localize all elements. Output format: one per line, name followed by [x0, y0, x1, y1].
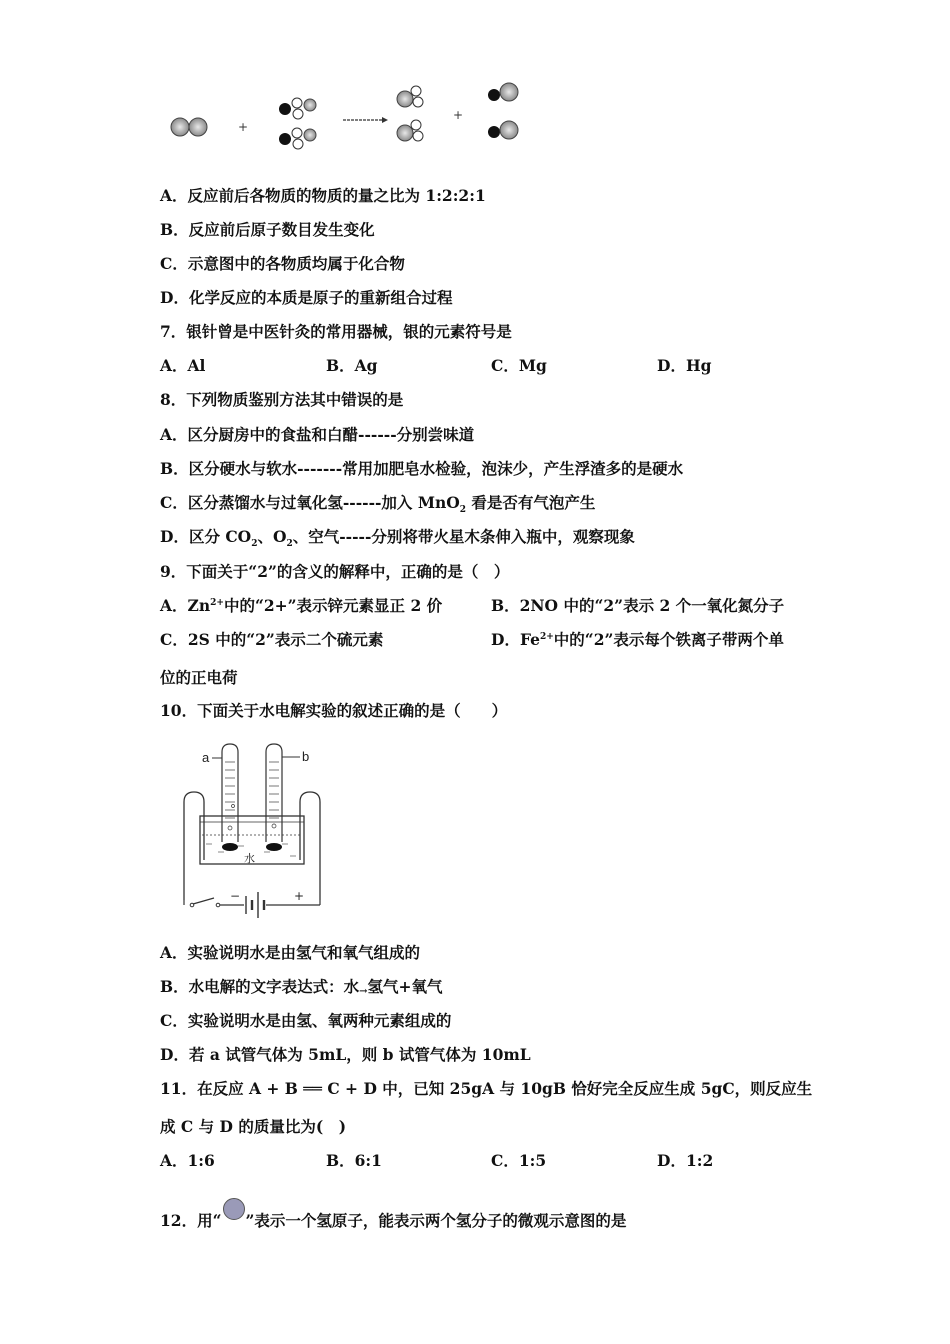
- q10-option-a[interactable]: A．实验说明水是由氢气和氧气组成的: [160, 943, 421, 962]
- q8-option-d[interactable]: [160, 527, 635, 550]
- q10-option-d[interactable]: D．若 a 试管气体为 5mL，则 b 试管气体为 10mL: [160, 1045, 531, 1064]
- q10-option-c[interactable]: C．实验说明水是由氢、氧两种元素组成的: [160, 1011, 452, 1030]
- q11-stem-line-1: 11．在反应 A + B ══ C + D 中，已知 25gA 与 10gB 恰好完全反应生成 5gC，则反应生: [160, 1079, 813, 1098]
- q9-option-d[interactable]: [491, 630, 784, 650]
- q9-option-a[interactable]: [160, 596, 442, 616]
- q8-option-d-text-3: 、空气-----分别将带火星木条伸入瓶中，观察现象: [292, 527, 635, 546]
- reaction-arrow: [343, 117, 388, 123]
- q8-option-d-text: D．区分 CO: [160, 527, 252, 546]
- plus-sign-2: +: [453, 108, 464, 122]
- q8-stem: 8．下列物质鉴别方法其中错误的是: [160, 390, 404, 409]
- q9-option-a-text: A．Zn: [160, 596, 211, 615]
- q6-option-c[interactable]: C．示意图中的各物质均属于化合物: [160, 254, 405, 273]
- q9-option-d-text: D．Fe: [491, 630, 540, 649]
- q6-option-b[interactable]: B．反应前后原子数目发生变化: [160, 220, 375, 239]
- subscript: 2: [251, 539, 258, 550]
- q11-option-a[interactable]: A．1:6: [160, 1151, 215, 1170]
- q9-stem: 9．下面关于“2”的含义的解释中，正确的是（ ）: [160, 562, 510, 581]
- q9-option-d-text-2: 中的“2”表示每个铁离子带两个单: [553, 630, 784, 649]
- q11-stem-line-2: 成 C 与 D 的质量比为( ): [160, 1117, 347, 1136]
- reactant-molecule-2: [279, 98, 316, 149]
- q9-option-a-text-2: 中的“2+”表示锌元素显正 2 价: [223, 596, 443, 615]
- q11-option-b[interactable]: B．6:1: [326, 1151, 382, 1170]
- q9-option-d-continuation: 位的正电荷: [160, 668, 238, 687]
- reaction-arrow-icon: →: [359, 986, 368, 997]
- negative-terminal: −: [230, 889, 241, 903]
- reactant-molecule-1: [171, 118, 207, 136]
- product-molecule-2: [488, 83, 518, 139]
- q6-option-d[interactable]: D．化学反应的本质是原子的重新组合过程: [160, 288, 453, 307]
- q12-stem: [160, 1198, 626, 1231]
- superscript: 2+: [210, 597, 224, 608]
- q8-option-c[interactable]: [160, 493, 596, 516]
- q8-option-d-text-2: 、O: [257, 527, 287, 546]
- q7-option-b[interactable]: B．Ag: [326, 356, 378, 375]
- subscript: 2: [459, 505, 467, 516]
- q8-option-a[interactable]: A．区分厨房中的食盐和白醋------分别尝味道: [160, 425, 475, 444]
- reaction-diagram: [160, 75, 540, 155]
- q7-option-d[interactable]: D．Hg: [657, 356, 712, 375]
- plus-sign-1: +: [238, 120, 249, 134]
- water-label: 水: [244, 852, 255, 865]
- superscript: 2+: [539, 631, 554, 642]
- q7-option-c[interactable]: C．Mg: [491, 356, 547, 375]
- tube-a-label: a: [202, 750, 210, 765]
- q8-option-c-text-2: 看是否有气泡产生: [466, 493, 596, 512]
- q8-option-b[interactable]: B．区分硬水与软水-------常用加肥皂水检验，泡沫少，产生浮渣多的是硬水: [160, 459, 684, 478]
- q10-stem: 10．下面关于水电解实验的叙述正确的是（ ）: [160, 701, 508, 720]
- tube-b-label: b: [302, 749, 310, 764]
- q9-option-b[interactable]: B．2NO 中的“2”表示 2 个一氧化氮分子: [491, 596, 785, 615]
- q12-stem-text-2: ”表示一个氢原子，能表示两个氢分子的微观示意图的是: [245, 1211, 627, 1230]
- product-molecule-1: [397, 86, 423, 141]
- q10-option-b-text: B．水电解的文字表达式：水: [160, 977, 360, 996]
- q9-option-c[interactable]: C．2S 中的“2”表示二个硫元素: [160, 630, 384, 649]
- q11-option-d[interactable]: D．1:2: [657, 1151, 714, 1170]
- q8-option-c-text: C．区分蒸馏水与过氧化氢------加入 MnO: [160, 493, 460, 512]
- electrolysis-apparatus: [178, 740, 328, 928]
- positive-terminal: +: [294, 889, 305, 903]
- q11-option-c[interactable]: C．1:5: [491, 1151, 547, 1170]
- q7-option-a[interactable]: A．Al: [160, 356, 206, 375]
- q6-option-a[interactable]: A．反应前后各物质的物质的量之比为 1:2:2:1: [160, 186, 486, 205]
- hydrogen-atom-icon: [223, 1198, 245, 1220]
- q7-stem: 7．银针曾是中医针灸的常用器械，银的元素符号是: [160, 322, 512, 341]
- subscript: 2: [286, 539, 293, 550]
- q12-stem-text: 12．用“: [160, 1211, 222, 1230]
- q10-option-b-text-2: 氢气+氧气: [367, 977, 443, 996]
- q10-option-b[interactable]: [160, 977, 443, 1000]
